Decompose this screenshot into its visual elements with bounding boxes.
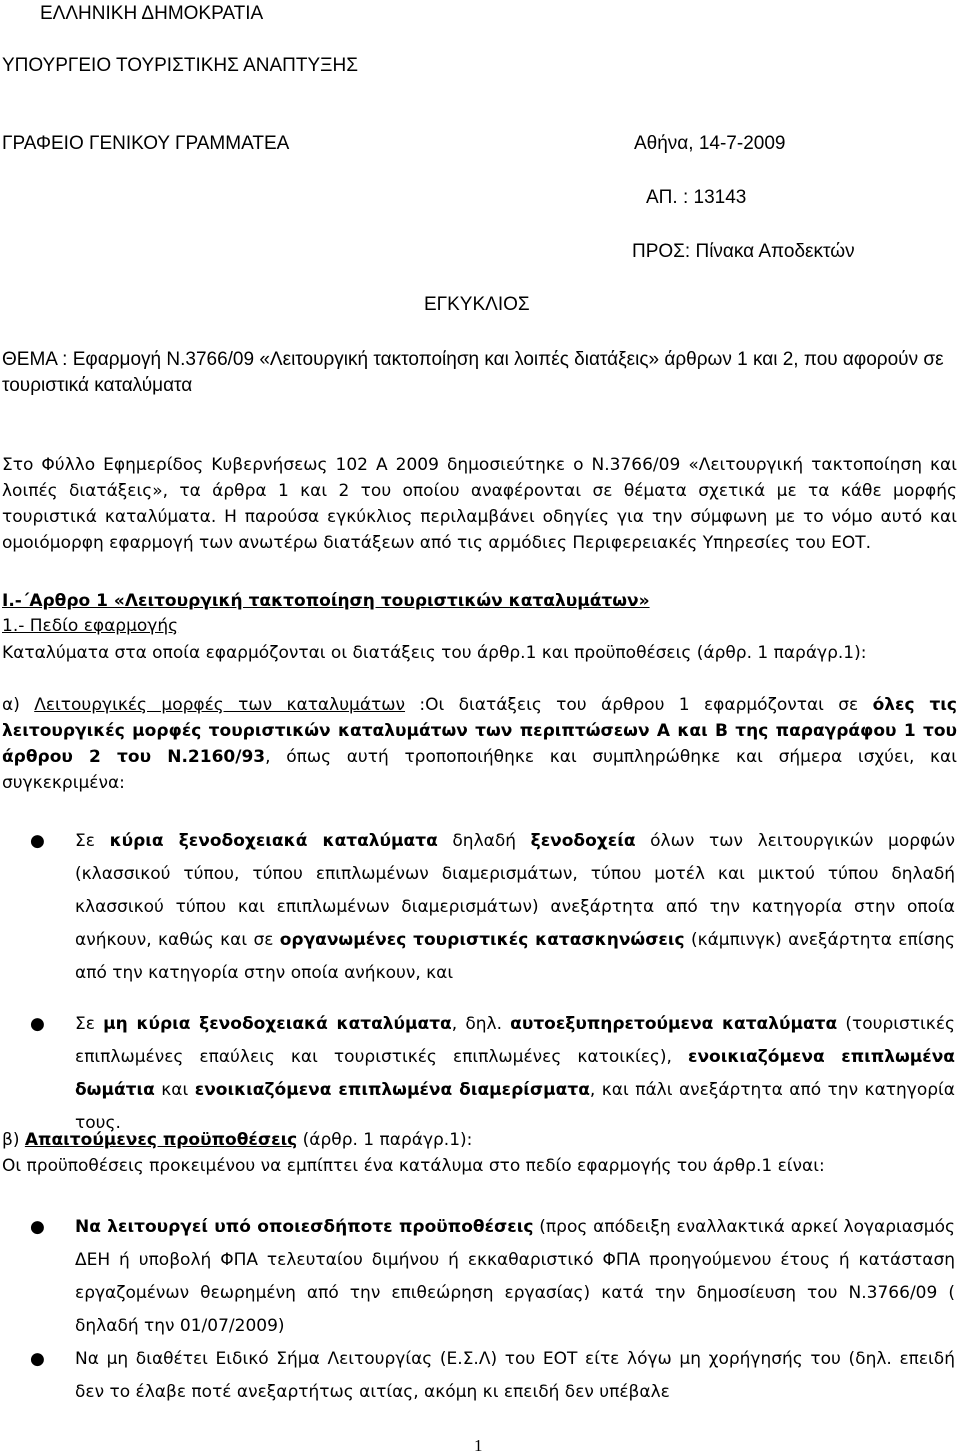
document-type: ΕΓΚΥΚΛΙΟΣ: [424, 294, 530, 315]
bullet-icon: ●: [30, 1014, 45, 1034]
bullet-text: Σε: [75, 1014, 104, 1034]
recipients: ΠΡΟΣ: Πίνακα Αποδεκτών: [632, 241, 855, 262]
list-item: [0, 1211, 955, 1343]
article1-heading: [2, 588, 957, 614]
list-item: [0, 825, 955, 990]
paragraph-a-label: α): [2, 695, 35, 715]
bullet-icon: ●: [30, 1349, 45, 1369]
bullet-bold: ξενοδοχεία: [530, 831, 636, 851]
paragraph-a-title: Λειτουργικές μορφές των καταλυμάτων: [34, 695, 406, 715]
paragraph-b-ref: (άρθρ. 1 παράγρ.1):: [297, 1130, 473, 1150]
paragraph-b-label: β): [2, 1130, 25, 1150]
bullet-text: , και πάλι ανεξάρτητα από την κατηγορία τους.: [75, 1080, 956, 1133]
bullet-text: (προς απόδειξη εναλλακτικά αρκεί λογαριασμός ΔΕΗ ή υποβολή ΦΠΑ τελευταίου διμήνου ή εκκαθαριστικό ΦΠΑ προηγούμενου έτους ή κατάσταση εργαζομένων θεωρημένη από την επιθεώρηση εργασίας) κατά την δημοσίευση του Ν.3766/09 ( δηλαδή την 01/07/2009): [75, 1217, 955, 1336]
paragraph-b: [2, 1127, 957, 1153]
bullet-text: και: [154, 1080, 195, 1100]
republic-title: ΕΛΛΗΝΙΚΗ ΔΗΜΟΚΡΑΤΙΑ: [40, 3, 264, 24]
bullet-bold: Να λειτουργεί υπό οποιεσδήποτε προϋποθέσεις: [75, 1217, 534, 1237]
section1-paragraph: Καταλύματα στα οποία εφαρμόζονται οι διατάξεις του άρθρ.1 και προϋποθέσεις (άρθρ. 1 παράγρ.1):: [2, 643, 867, 663]
article1-heading-text: Ι.-΄Αρθρο 1 «Λειτουργική τακτοποίηση τουριστικών καταλυμάτων»: [2, 591, 650, 611]
bullet-bold: οργανωμένες τουριστικές κατασκηνώσεις: [279, 930, 685, 950]
list-item: [0, 1343, 955, 1409]
paragraph-a: [2, 692, 957, 796]
bullet-text: δηλαδή: [437, 831, 531, 851]
bullet-bold: αυτοεξυπηρετούμενα καταλύματα: [510, 1014, 838, 1034]
paragraph-a-text1: :Οι διατάξεις του άρθρου 1 εφαρμόζονται σε: [405, 695, 873, 715]
bullet-text: , δηλ.: [451, 1014, 511, 1034]
paragraph-b-text: Οι προϋποθέσεις προκειμένου να εμπίπτει ένα κατάλυμα στο πεδίο εφαρμογής του άρθρ.1 είναι:: [2, 1156, 825, 1176]
paragraph-a-text2: , όπως αυτή τροποποιήθηκε και συμπληρώθηκε και σήμερα ισχύει, και συγκεκριμένα:: [2, 747, 957, 793]
bullet-icon: ●: [30, 831, 45, 851]
bullet-text: Σε: [75, 831, 110, 851]
office-title: ΓΡΑΦΕΙΟ ΓΕΝΙΚΟΥ ΓΡΑΜΜΑΤΕΑ: [2, 133, 290, 154]
intro-paragraph: Στο Φύλλο Εφημερίδος Κυβερνήσεως 102 Α 2009 δημοσιεύτηκε ο Ν.3766/09 «Λειτουργική τακτοποίηση και λοιπές διατάξεις», τα άρθρα 1 και 2 του οποίου αναφέρονται σε θέματα σχετικά με τα κάθε μορφής τουριστικά καταλύματα. Η παρούσα εγκύκλιος περιλαμβάνει οδηγίες για την σύμφωνη με το νόμο αυτό και ομοιόμορφη εφαρμογή των ανωτέρω διατάξεων από τις αρμόδιες Περιφερειακές Υπηρεσίες του ΕΟΤ.: [2, 455, 957, 553]
bullet-bold: κύρια ξενοδοχειακά καταλύματα: [109, 831, 438, 851]
page-number: 1: [474, 1436, 483, 1455]
bullet-icon: ●: [30, 1217, 45, 1237]
bullet-list-a: [0, 825, 955, 1140]
paragraph-b-title: Απαιτούμενες προϋποθέσεις: [24, 1130, 298, 1150]
bullet-bold: ενοικιαζόμενα επιπλωμένα δωμάτια: [75, 1047, 955, 1100]
section1-title: [2, 613, 957, 639]
bullet-list-b: [0, 1211, 955, 1409]
bullet-bold: μη κύρια ξενοδοχειακά καταλύματα: [103, 1014, 452, 1034]
list-item: [0, 1008, 955, 1140]
bullet-bold: ενοικιαζόμενα επιπλωμένα διαμερίσματα: [194, 1080, 590, 1100]
bullet-text: (τουριστικές επιπλωμένες επαύλεις και τουριστικές επιπλωμένες κατοικίες),: [75, 1014, 955, 1067]
subject-line: ΘΕΜΑ : Εφαρμογή Ν.3766/09 «Λειτουργική τακτοποίηση και λοιπές διατάξεις» άρθρων 1 και 2, που αφορούν σε τουριστικά καταλύματα: [2, 349, 944, 396]
section1-title-text: 1.- Πεδίο εφαρμογής: [2, 616, 179, 636]
bullet-text: Να μη διαθέτει Ειδικό Σήμα Λειτουργίας (Ε.Σ.Λ) του ΕΟΤ είτε λόγω μη χορήγησής του (δηλ. επειδή δεν το έλαβε ποτέ ανεξαρτήτως αιτίας, ακόμη κι επειδή δεν υπέβαλε: [75, 1349, 955, 1402]
bullet-text: όλων των λειτουργικών μορφών (κλασσικού τύπου, τύπου επιπλωμένων διαμερισμάτων, τύπου μοτέλ και μικτού τύπου δηλαδή κλασσικού τύπου και επιπλωμένων διαμερισμάτων) ανεξάρτητα από την κατηγορία στην οποία ανήκουν, καθώς και σε: [75, 831, 955, 950]
protocol-number: ΑΠ. : 13143: [646, 187, 747, 208]
ministry-title: ΥΠΟΥΡΓΕΙΟ ΤΟΥΡΙΣΤΙΚΗΣ ΑΝΑΠΤΥΞΗΣ: [2, 55, 358, 76]
bullet-text: (κάμπινγκ) ανεξάρτητα επίσης από την κατηγορία στην οποία ανήκουν, και: [75, 930, 955, 983]
paragraph-a-bold: όλες τις λειτουργικές μορφές τουριστικών καταλυμάτων των περιπτώσεων Α και Β της παραγράφου 1 του άρθρου 2 του Ν.2160/93: [2, 695, 957, 767]
place-date: Αθήνα, 14-7-2009: [634, 133, 786, 154]
